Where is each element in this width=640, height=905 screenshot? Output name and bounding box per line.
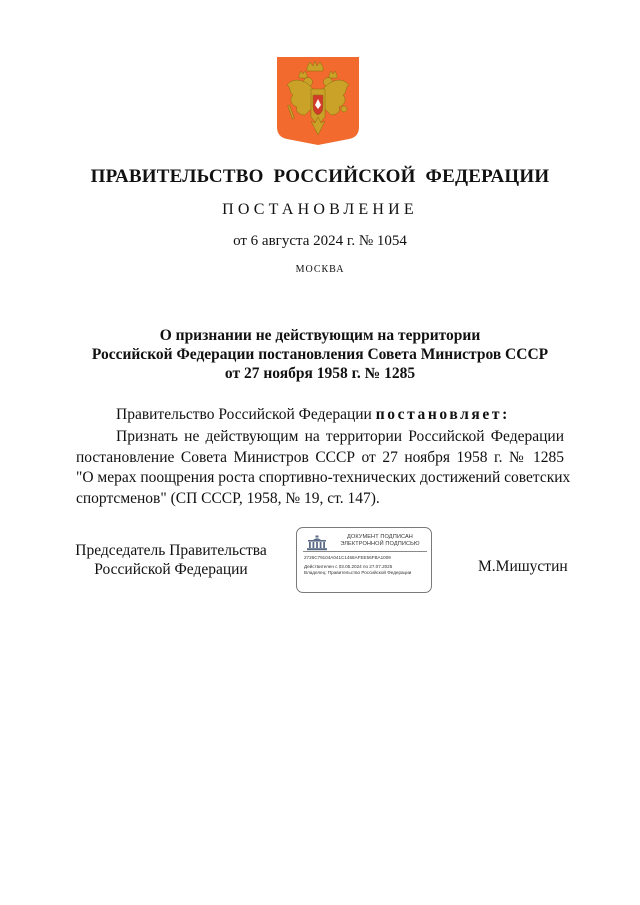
electronic-signature-stamp (296, 527, 432, 593)
heading-line: О признании не действующим на территории (159, 327, 481, 344)
russia-coat-of-arms-icon (277, 57, 359, 145)
stamp-certificate: 2726C79104A041C1458AFEE56FBA1009 (304, 555, 391, 560)
signer-position-line: Председатель Правительства (75, 542, 267, 559)
document-date-number: от 6 августа 2024 г. № 1054 (233, 233, 407, 249)
heading-line: Российской Федерации постановления Совета Министров СССР (91, 346, 549, 363)
stamp-heading-line: ЭЛЕКТРОННОЙ ПОДПИСЬЮ (340, 541, 420, 547)
intro-emphasis: постановляет: (375, 406, 510, 423)
stamp-heading (331, 534, 429, 548)
signer-position (74, 541, 268, 579)
document-heading (60, 326, 580, 383)
document-type: ПОСТАНОВЛЕНИЕ (222, 201, 418, 218)
organization-title: ПРАВИТЕЛЬСТВО РОССИЙСКОЙ ФЕДЕРАЦИИ (90, 166, 550, 187)
intro-prefix: Правительство Российской Федерации (116, 406, 376, 423)
heading-line: от 27 ноября 1958 г. № 1285 (224, 365, 416, 382)
stamp-validity: Действителен с 03.05.2024 по 27.07.2025 (304, 564, 393, 569)
paragraph-line: постановление Совета Министров СССР от 27 ноября 1958 г. № 1285 (76, 448, 564, 466)
paragraph-line: "О мерах поощрения роста спортивно-технических достижений советских (76, 469, 571, 486)
resolution-intro (116, 406, 510, 424)
paragraph-line: Признать не действующим на территории Российской Федерации (116, 428, 564, 445)
signer-name: М.Мишустин (478, 558, 568, 575)
stamp-heading-line: ДОКУМЕНТ ПОДПИСАН (347, 534, 413, 540)
resolution-paragraph (76, 427, 571, 509)
signer-position-line: Российской Федерации (94, 561, 248, 578)
paragraph-line: спортсменов" (СП СССР, 1958, № 19, ст. 147). (76, 489, 380, 507)
stamp-owner: Владелец: Правительство Российской Федерации (304, 570, 412, 575)
stamp-divider (303, 551, 427, 552)
document-place: МОСКВА (295, 264, 345, 275)
government-building-icon (306, 535, 328, 551)
